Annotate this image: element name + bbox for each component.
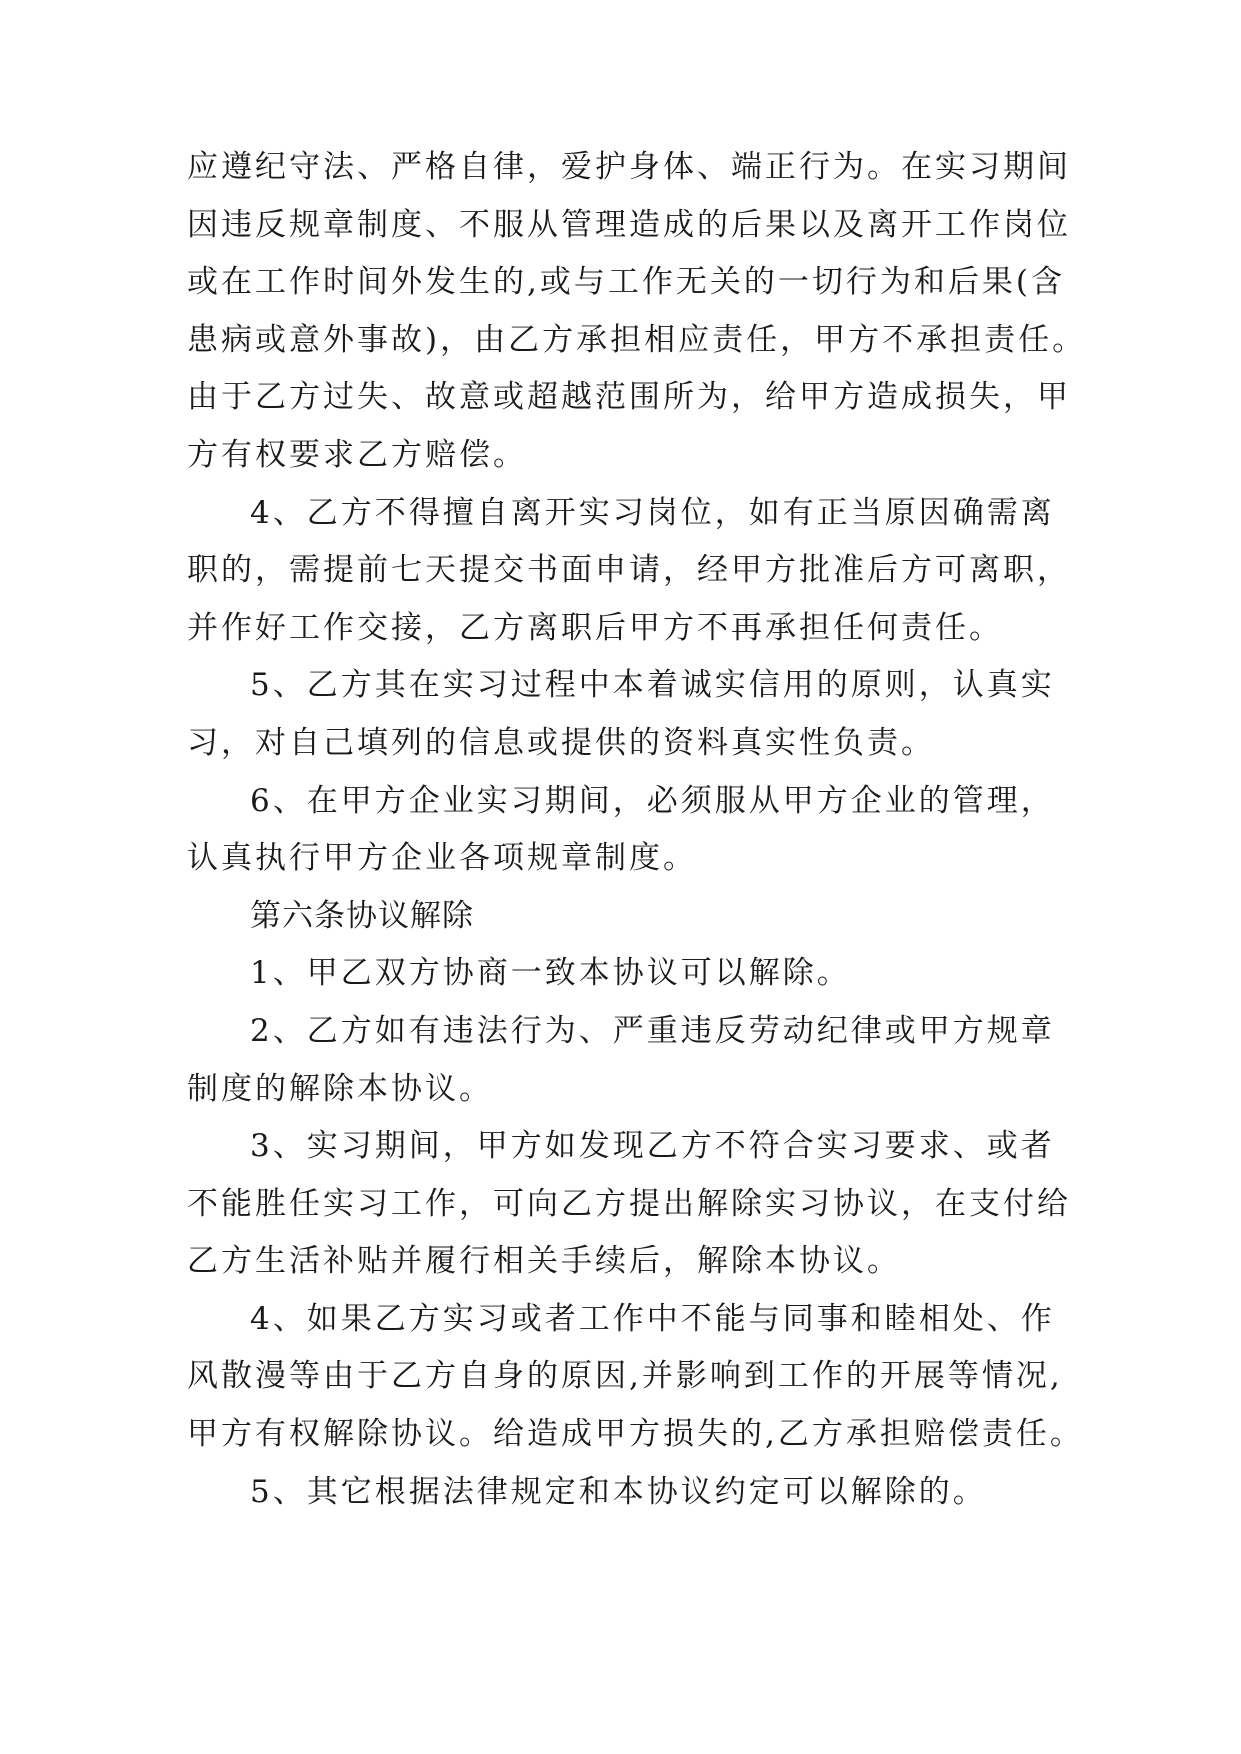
- text-line: 风散漫等由于乙方自身的原因,并影响到工作的开展等情况,: [187, 1358, 1063, 1395]
- text-line: 不能胜任实习工作，可向乙方提出解除实习协议，在支付给: [187, 1185, 1071, 1222]
- text-line: 5、乙方其在实习过程中本着诚实信用的原则，认真实: [250, 667, 1055, 704]
- text-line: 乙方生活补贴并履行相关手续后，解除本协议。: [187, 1243, 901, 1280]
- text-line: 习，对自己填列的信息或提供的资料真实性负责。: [187, 724, 935, 761]
- text-line: 或在工作时间外发生的,或与工作无关的一切行为和后果(含: [187, 264, 1065, 301]
- text-line: 由于乙方过失、故意或超越范围所为，给甲方造成损失，甲: [187, 379, 1071, 416]
- paragraph-termination-4: [187, 1291, 1084, 1464]
- paragraph-termination-3: [187, 1118, 1071, 1291]
- text-line: 3、实习期间，甲方如发现乙方不符合实习要求、或者: [250, 1128, 1055, 1165]
- text-line: 职的，需提前七天提交书面申请，经甲方批准后方可离职，: [187, 552, 1071, 589]
- text-line: 制度的解除本协议。: [187, 1070, 493, 1107]
- text-line: 认真执行甲方企业各项规章制度。: [187, 840, 697, 877]
- text-line: 5、其它根据法律规定和本协议约定可以解除的。: [250, 1473, 987, 1510]
- text-line: 4、乙方不得擅自离开实习岗位，如有正当原因确需离: [250, 494, 1055, 531]
- section-heading: [187, 888, 1067, 946]
- text-line: 4、如果乙方实习或者工作中不能与同事和睦相处、作: [250, 1300, 1055, 1337]
- text-line: 甲方有权解除协议。给造成甲方损失的,乙方承担赔偿责任。: [187, 1416, 1084, 1453]
- text-line: 应遵纪守法、严格自律，爱护身体、端正行为。在实习期间: [187, 149, 1071, 185]
- section-heading-text: 第六条协议解除: [250, 897, 474, 934]
- text-line: 并作好工作交接，乙方离职后甲方不再承担任何责任。: [187, 609, 1003, 646]
- text-line: 2、乙方如有违法行为、严重违反劳动纪律或甲方规章: [250, 1012, 1055, 1049]
- text-line: 方有权要求乙方赔偿。: [187, 436, 527, 473]
- paragraph-termination-5: [187, 1464, 1067, 1522]
- text-line: 1、甲乙双方协商一致本协议可以解除。: [250, 955, 851, 992]
- paragraph-termination-2: [187, 1003, 1067, 1118]
- paragraph-termination-1: [187, 945, 1067, 1003]
- paragraph-item-4: [187, 485, 1071, 658]
- text-line: 患病或意外事故)，由乙方承担相应责任，甲方不承担责任。: [187, 321, 1087, 358]
- paragraph-continuation: [187, 139, 1087, 485]
- paragraph-item-6: [187, 773, 1067, 888]
- paragraph-item-5: [187, 657, 1067, 772]
- text-line: 6、在甲方企业实习期间，必须服从甲方企业的管理，: [250, 782, 1055, 819]
- document-body: [187, 139, 1087, 1521]
- text-line: 因违反规章制度、不服从管理造成的后果以及离开工作岗位: [187, 206, 1071, 243]
